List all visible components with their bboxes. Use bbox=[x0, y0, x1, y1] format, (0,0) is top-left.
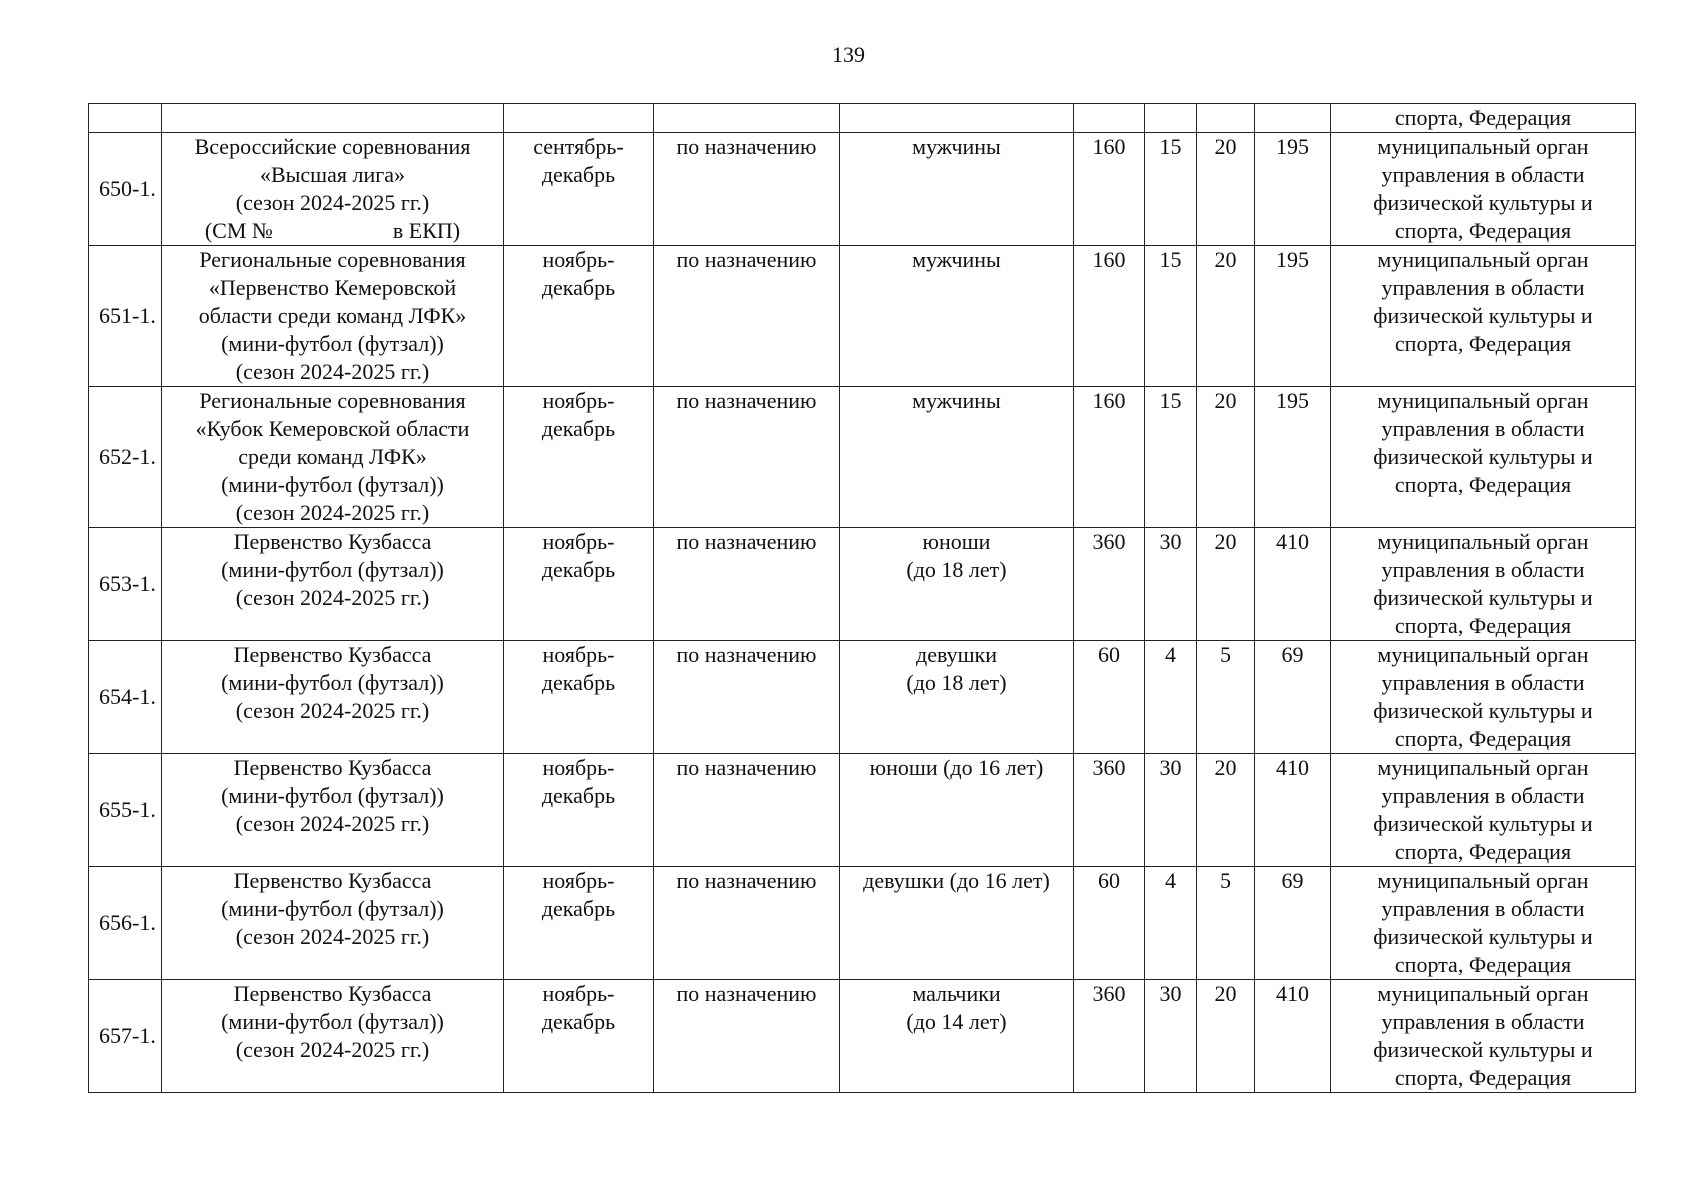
place-text: по назначению bbox=[676, 134, 817, 159]
cell-event bbox=[162, 867, 504, 980]
row-number: 651-1. bbox=[99, 303, 156, 328]
event-line: области среди команд ЛФК» bbox=[198, 303, 467, 328]
organizer-line: муниципальный орган bbox=[1377, 388, 1589, 413]
page-number: 139 bbox=[832, 42, 865, 67]
cell-participants bbox=[840, 246, 1074, 387]
event-line: Первенство Кузбасса bbox=[233, 529, 432, 554]
organizer-line: физической культуры и bbox=[1373, 444, 1593, 469]
organizer-line: муниципальный орган bbox=[1377, 868, 1589, 893]
event-line: Первенство Кузбасса bbox=[233, 642, 432, 667]
cell-organizer bbox=[1331, 867, 1636, 980]
count-value: 15 bbox=[1159, 388, 1182, 413]
event-line: (мини-футбол (футзал)) bbox=[221, 896, 444, 921]
count-value: 410 bbox=[1276, 529, 1309, 554]
cell-count-2 bbox=[1145, 867, 1197, 980]
cell-participants bbox=[840, 133, 1074, 246]
cell-count-2 bbox=[1145, 387, 1197, 528]
cell-dates bbox=[504, 133, 654, 246]
count-value: 15 bbox=[1159, 134, 1182, 159]
participants-line: (до 18 лет) bbox=[906, 557, 1007, 582]
dates-line: ноябрь- bbox=[542, 642, 615, 667]
count-value: 20 bbox=[1214, 134, 1237, 159]
organizer-line: физической культуры и bbox=[1373, 303, 1593, 328]
cell-num bbox=[89, 867, 162, 980]
dates-line: декабрь bbox=[541, 162, 616, 187]
row-number: 652-1. bbox=[99, 444, 156, 469]
cell-organizer bbox=[1331, 528, 1636, 641]
cell-count-3 bbox=[1197, 528, 1255, 641]
cell-place bbox=[654, 528, 840, 641]
event-line: (мини-футбол (футзал)) bbox=[221, 331, 444, 356]
organizer-line: управления в области bbox=[1381, 162, 1585, 187]
count-value: 30 bbox=[1159, 529, 1182, 554]
table-row bbox=[89, 641, 1636, 754]
table-row bbox=[89, 246, 1636, 387]
organizer-line: муниципальный орган bbox=[1377, 755, 1589, 780]
event-line: (сезон 2024-2025 гг.) bbox=[235, 811, 430, 836]
organizer-line: управления в области bbox=[1381, 896, 1585, 921]
cell-num bbox=[89, 246, 162, 387]
cell-organizer bbox=[1331, 387, 1636, 528]
organizer-line: спорта, Федерация bbox=[1394, 839, 1572, 864]
count-value: 30 bbox=[1159, 981, 1182, 1006]
table-row bbox=[89, 867, 1636, 980]
cell-dates bbox=[504, 641, 654, 754]
organizer-line: физической культуры и bbox=[1373, 190, 1593, 215]
dates-line: декабрь bbox=[541, 783, 616, 808]
cell-organizer bbox=[1331, 133, 1636, 246]
count-value: 360 bbox=[1092, 981, 1126, 1006]
place-text: по назначению bbox=[676, 755, 817, 780]
event-line: (сезон 2024-2025 гг.) bbox=[235, 698, 430, 723]
dates-line: декабрь bbox=[541, 557, 616, 582]
cell-dates bbox=[504, 104, 654, 133]
count-value: 30 bbox=[1159, 755, 1182, 780]
dates-line: ноябрь- bbox=[542, 868, 615, 893]
dates-line: декабрь bbox=[541, 275, 616, 300]
table-row bbox=[89, 980, 1636, 1093]
cell-dates bbox=[504, 867, 654, 980]
table-body bbox=[89, 104, 1636, 1093]
count-value: 195 bbox=[1276, 388, 1309, 413]
cell-count-2 bbox=[1145, 528, 1197, 641]
row-number: 655-1. bbox=[99, 797, 156, 822]
cell-count-3 bbox=[1197, 980, 1255, 1093]
cell-count-total bbox=[1255, 133, 1331, 246]
count-value: 4 bbox=[1165, 868, 1176, 893]
dates-line: ноябрь- bbox=[542, 529, 615, 554]
cell-num bbox=[89, 387, 162, 528]
events-table bbox=[88, 103, 1636, 1093]
count-value: 195 bbox=[1276, 247, 1309, 272]
organizer-line: физической культуры и bbox=[1373, 924, 1593, 949]
cell-num bbox=[89, 133, 162, 246]
table-row bbox=[89, 754, 1636, 867]
cell-count-3 bbox=[1197, 754, 1255, 867]
cell-participants bbox=[840, 754, 1074, 867]
organizer-line: физической культуры и bbox=[1373, 1037, 1593, 1062]
event-line: (мини-футбол (футзал)) bbox=[221, 557, 444, 582]
cell-count-total bbox=[1255, 528, 1331, 641]
cell-dates bbox=[504, 528, 654, 641]
event-line: Всероссийские соревнования bbox=[194, 134, 471, 159]
row-number: 650-1. bbox=[99, 176, 156, 201]
organizer-line: муниципальный орган bbox=[1377, 529, 1589, 554]
count-value: 5 bbox=[1220, 642, 1231, 667]
count-value: 4 bbox=[1165, 642, 1176, 667]
organizer-line: управления в области bbox=[1381, 275, 1585, 300]
participants-line: девушки (до 16 лет) bbox=[863, 868, 1050, 893]
count-value: 410 bbox=[1276, 755, 1309, 780]
cell-count-3 bbox=[1197, 387, 1255, 528]
organizer-line: управления в области bbox=[1381, 416, 1585, 441]
cm-suffix: в ЕКП) bbox=[392, 218, 461, 243]
cell-organizer bbox=[1331, 641, 1636, 754]
organizer-line: спорта, Федерация bbox=[1394, 1065, 1572, 1090]
cell-organizer bbox=[1331, 246, 1636, 387]
dates-line: сентябрь- bbox=[533, 134, 624, 159]
organizer-line: муниципальный орган bbox=[1377, 247, 1589, 272]
event-line: (сезон 2024-2025 гг.) bbox=[235, 585, 430, 610]
dates-line: декабрь bbox=[541, 416, 616, 441]
count-value: 69 bbox=[1281, 642, 1304, 667]
event-line: (сезон 2024-2025 гг.) bbox=[235, 1037, 430, 1062]
cell-place bbox=[654, 387, 840, 528]
count-value: 69 bbox=[1281, 868, 1304, 893]
dates-line: декабрь bbox=[541, 896, 616, 921]
cell-participants bbox=[840, 980, 1074, 1093]
participants-line: девушки bbox=[916, 642, 997, 667]
place-text: по назначению bbox=[676, 642, 817, 667]
dates-line: ноябрь- bbox=[542, 247, 615, 272]
cell-dates bbox=[504, 754, 654, 867]
cell-count-total bbox=[1255, 980, 1331, 1093]
organizer-line: спорта, Федерация bbox=[1394, 726, 1572, 751]
table-row bbox=[89, 528, 1636, 641]
cell-event bbox=[162, 528, 504, 641]
cell-event bbox=[162, 133, 504, 246]
place-text: по назначению bbox=[676, 868, 817, 893]
organizer-line: спорта, Федерация bbox=[1394, 472, 1572, 497]
cell-dates bbox=[504, 980, 654, 1093]
participants-line: (до 18 лет) bbox=[906, 670, 1007, 695]
cell-count-3 bbox=[1197, 641, 1255, 754]
organizer-line: спорта, Федерация bbox=[1394, 613, 1572, 638]
organizer-line: управления в области bbox=[1381, 783, 1585, 808]
event-line: Региональные соревнования bbox=[199, 247, 466, 272]
row-number: 657-1. bbox=[99, 1023, 156, 1048]
cell-count-total bbox=[1255, 641, 1331, 754]
cell-count-2 bbox=[1145, 754, 1197, 867]
cell-dates bbox=[504, 387, 654, 528]
event-line: Первенство Кузбасса bbox=[233, 755, 432, 780]
organizer-line: физической культуры и bbox=[1373, 811, 1593, 836]
count-value: 15 bbox=[1159, 247, 1182, 272]
row-number: 653-1. bbox=[99, 571, 156, 596]
count-value: 410 bbox=[1276, 981, 1309, 1006]
cell-count-total bbox=[1255, 104, 1331, 133]
cell-place bbox=[654, 104, 840, 133]
cell-place bbox=[654, 133, 840, 246]
cell-count-1 bbox=[1074, 387, 1145, 528]
participants-line: мужчины bbox=[912, 134, 1001, 159]
cell-count-2 bbox=[1145, 133, 1197, 246]
cell-count-3 bbox=[1197, 104, 1255, 133]
cell-num bbox=[89, 754, 162, 867]
place-text: по назначению bbox=[676, 981, 817, 1006]
place-text: по назначению bbox=[676, 247, 817, 272]
event-line: «Высшая лига» bbox=[259, 162, 406, 187]
event-line: (сезон 2024-2025 гг.) bbox=[235, 924, 430, 949]
organizer-line: муниципальный орган bbox=[1377, 981, 1589, 1006]
cell-count-2 bbox=[1145, 641, 1197, 754]
count-value: 195 bbox=[1276, 134, 1309, 159]
event-line: Региональные соревнования bbox=[199, 388, 466, 413]
count-value: 160 bbox=[1092, 134, 1126, 159]
organizer-line: муниципальный орган bbox=[1377, 134, 1589, 159]
cell-event bbox=[162, 641, 504, 754]
count-value: 360 bbox=[1092, 755, 1126, 780]
cell-count-2 bbox=[1145, 104, 1197, 133]
event-line: Первенство Кузбасса bbox=[233, 981, 432, 1006]
row-number: 656-1. bbox=[99, 910, 156, 935]
participants-line: (до 14 лет) bbox=[906, 1009, 1007, 1034]
count-value: 20 bbox=[1214, 529, 1237, 554]
event-line: (сезон 2024-2025 гг.) bbox=[235, 359, 430, 384]
event-line: (мини-футбол (футзал)) bbox=[221, 472, 444, 497]
cell-count-1 bbox=[1074, 133, 1145, 246]
table-row bbox=[89, 133, 1636, 246]
cell-num bbox=[89, 980, 162, 1093]
dates-line: декабрь bbox=[541, 670, 616, 695]
organizer-line: управления в области bbox=[1381, 670, 1585, 695]
event-line: (мини-футбол (футзал)) bbox=[221, 670, 444, 695]
dates-line: ноябрь- bbox=[542, 981, 615, 1006]
participants-line: юноши bbox=[922, 529, 991, 554]
organizer-line: спорта, Федерация bbox=[1394, 105, 1572, 130]
continuation-row bbox=[89, 104, 1636, 133]
cell-event bbox=[162, 104, 504, 133]
organizer-line: спорта, Федерация bbox=[1394, 331, 1572, 356]
cell-count-total bbox=[1255, 246, 1331, 387]
cell-event bbox=[162, 387, 504, 528]
count-value: 20 bbox=[1214, 755, 1237, 780]
organizer-line: управления в области bbox=[1381, 1009, 1585, 1034]
cell-count-2 bbox=[1145, 980, 1197, 1093]
organizer-line: управления в области bbox=[1381, 557, 1585, 582]
cell-place bbox=[654, 980, 840, 1093]
count-value: 360 bbox=[1092, 529, 1126, 554]
count-value: 20 bbox=[1214, 247, 1237, 272]
count-value: 60 bbox=[1098, 642, 1120, 667]
count-value: 60 bbox=[1098, 868, 1120, 893]
event-line: «Кубок Кемеровской области bbox=[195, 416, 470, 441]
event-line: «Первенство Кемеровской bbox=[208, 275, 457, 300]
cell-count-1 bbox=[1074, 754, 1145, 867]
cell-place bbox=[654, 754, 840, 867]
cell-num bbox=[89, 104, 162, 133]
count-value: 5 bbox=[1220, 868, 1231, 893]
cell-count-total bbox=[1255, 387, 1331, 528]
cell-count-1 bbox=[1074, 980, 1145, 1093]
event-line: (сезон 2024-2025 гг.) bbox=[235, 500, 430, 525]
cell-participants bbox=[840, 528, 1074, 641]
cell-count-1 bbox=[1074, 867, 1145, 980]
cell-participants bbox=[840, 387, 1074, 528]
participants-line: юноши (до 16 лет) bbox=[869, 755, 1044, 780]
table-row bbox=[89, 387, 1636, 528]
event-line: (мини-футбол (футзал)) bbox=[221, 1009, 444, 1034]
count-value: 20 bbox=[1214, 981, 1237, 1006]
cell-dates bbox=[504, 246, 654, 387]
cell-organizer bbox=[1331, 754, 1636, 867]
place-text: по назначению bbox=[676, 388, 817, 413]
event-line: (сезон 2024-2025 гг.) bbox=[235, 190, 430, 215]
cell-place bbox=[654, 867, 840, 980]
cell-count-1 bbox=[1074, 246, 1145, 387]
cell-num bbox=[89, 528, 162, 641]
cell-count-2 bbox=[1145, 246, 1197, 387]
organizer-line: физической культуры и bbox=[1373, 585, 1593, 610]
event-line: (мини-футбол (футзал)) bbox=[221, 783, 444, 808]
cell-count-3 bbox=[1197, 867, 1255, 980]
dates-line: ноябрь- bbox=[542, 388, 615, 413]
participants-line: мальчики bbox=[912, 981, 1001, 1006]
place-text: по назначению bbox=[676, 529, 817, 554]
cell-organizer bbox=[1331, 980, 1636, 1093]
cell-event bbox=[162, 246, 504, 387]
cell-participants bbox=[840, 867, 1074, 980]
event-line: Первенство Кузбасса bbox=[233, 868, 432, 893]
count-value: 160 bbox=[1092, 388, 1126, 413]
cm-prefix: (СМ № bbox=[204, 218, 273, 243]
cell-participants bbox=[840, 104, 1074, 133]
participants-line: мужчины bbox=[912, 388, 1001, 413]
cell-count-1 bbox=[1074, 104, 1145, 133]
dates-line: ноябрь- bbox=[542, 755, 615, 780]
cell-event bbox=[162, 754, 504, 867]
organizer-line: физической культуры и bbox=[1373, 698, 1593, 723]
cell-organizer bbox=[1331, 104, 1636, 133]
count-value: 160 bbox=[1092, 247, 1126, 272]
cell-participants bbox=[840, 641, 1074, 754]
cell-count-3 bbox=[1197, 246, 1255, 387]
cell-count-total bbox=[1255, 754, 1331, 867]
cm-line bbox=[164, 217, 501, 245]
cell-count-3 bbox=[1197, 133, 1255, 246]
cell-place bbox=[654, 641, 840, 754]
organizer-line: спорта, Федерация bbox=[1394, 952, 1572, 977]
cell-event bbox=[162, 980, 504, 1093]
cell-count-total bbox=[1255, 867, 1331, 980]
dates-line: декабрь bbox=[541, 1009, 616, 1034]
event-line: среди команд ЛФК» bbox=[238, 444, 427, 469]
cell-count-1 bbox=[1074, 528, 1145, 641]
cell-place bbox=[654, 246, 840, 387]
organizer-line: муниципальный орган bbox=[1377, 642, 1589, 667]
cell-count-1 bbox=[1074, 641, 1145, 754]
row-number: 654-1. bbox=[99, 684, 156, 709]
organizer-line: спорта, Федерация bbox=[1394, 218, 1572, 243]
cell-num bbox=[89, 641, 162, 754]
count-value: 20 bbox=[1214, 388, 1237, 413]
participants-line: мужчины bbox=[912, 247, 1001, 272]
